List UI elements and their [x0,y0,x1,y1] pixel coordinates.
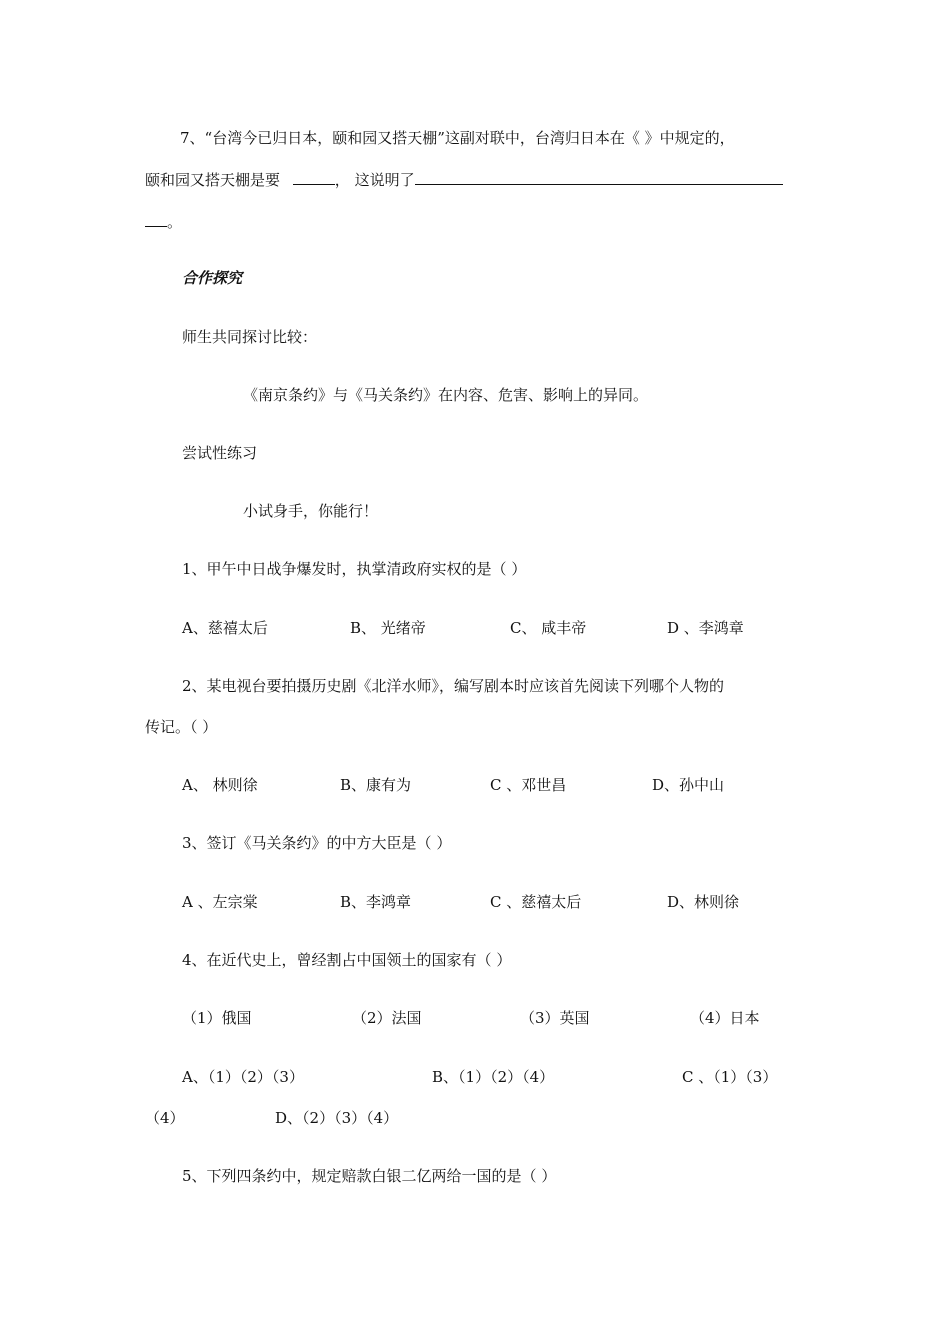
q2-option-d: D、孙中山 [652,776,725,794]
q2-option-a: A、 林则徐 [182,776,258,794]
q7-answer-blank-short [293,170,335,185]
q1-option-c: C、 咸丰帝 [510,619,587,637]
q3-option-c: C 、慈禧太后 [490,893,582,911]
q4-option-c: C 、（1）（3） [682,1068,778,1086]
q7-line3-end: 。 [167,213,183,231]
q1-option-b: B、 光绪帝 [350,619,426,637]
q1-option-a: A、慈禧太后 [182,619,268,637]
q7-line2 [145,170,783,190]
q3-option-b: B、李鸿章 [340,893,412,911]
q4-item-3: （3）英国 [520,1009,590,1027]
q4-item-2: （2）法国 [352,1009,422,1027]
q7-line3 [145,212,182,232]
q7-answer-blank-long [415,170,783,185]
q4-option-b: B、（1）（2）（4） [432,1068,555,1086]
section-cooperate-topic: 《南京条约》与《马关条约》在内容、危害、影响上的异同。 [243,386,649,404]
q2-stem-line1: 2、某电视台要拍摄历史剧《北洋水师》，编写剧本时应该首先阅读下列哪个人物的 [182,677,725,695]
q7-answer-blank-tail [145,212,167,227]
q1-stem: 1、甲午中日战争爆发时，执掌清政府实权的是（ ） [182,560,527,578]
q4-item-1: （1）俄国 [182,1009,252,1027]
q4-stem: 4、在近代史上，曾经割占中国领土的国家有（ ） [182,951,512,969]
q2-option-b: B、康有为 [340,776,412,794]
q2-stem-line2: 传记。（ ） [145,718,218,736]
q7-line2-text-a: 颐和园又搭天棚是要 [145,171,281,189]
q7-line2-text-b: ， 这说明了 [334,171,415,189]
q4-item-4: （4）日本 [690,1009,760,1027]
q4-option-a: A、（1）（2）（3） [182,1068,304,1086]
section-cooperate-intro: 师生共同探讨比较： [182,328,318,346]
section-practice-title: 尝试性练习 [182,444,258,462]
q7-line1: 7、“台湾今已归日本，颐和园又搭天棚”这副对联中，台湾归日本在《 》中规定的， [180,129,735,147]
q3-option-a: A 、左宗棠 [182,893,258,911]
section-cooperate-title: 合作探究 [182,269,243,287]
q3-stem: 3、签订《马关条约》的中方大臣是（ ） [182,834,452,852]
q2-option-c: C 、邓世昌 [490,776,567,794]
q4-option-d: D、（2）（3）（4） [275,1109,399,1127]
q4-option-c-continued: （4） [145,1109,185,1127]
q1-option-d: D 、李鸿章 [667,619,744,637]
q3-option-d: D、林则徐 [667,893,740,911]
q5-stem: 5、下列四条约中，规定赔款白银二亿两给一国的是（ ） [182,1167,557,1185]
section-practice-subtitle: 小试身手，你能行！ [243,502,379,520]
